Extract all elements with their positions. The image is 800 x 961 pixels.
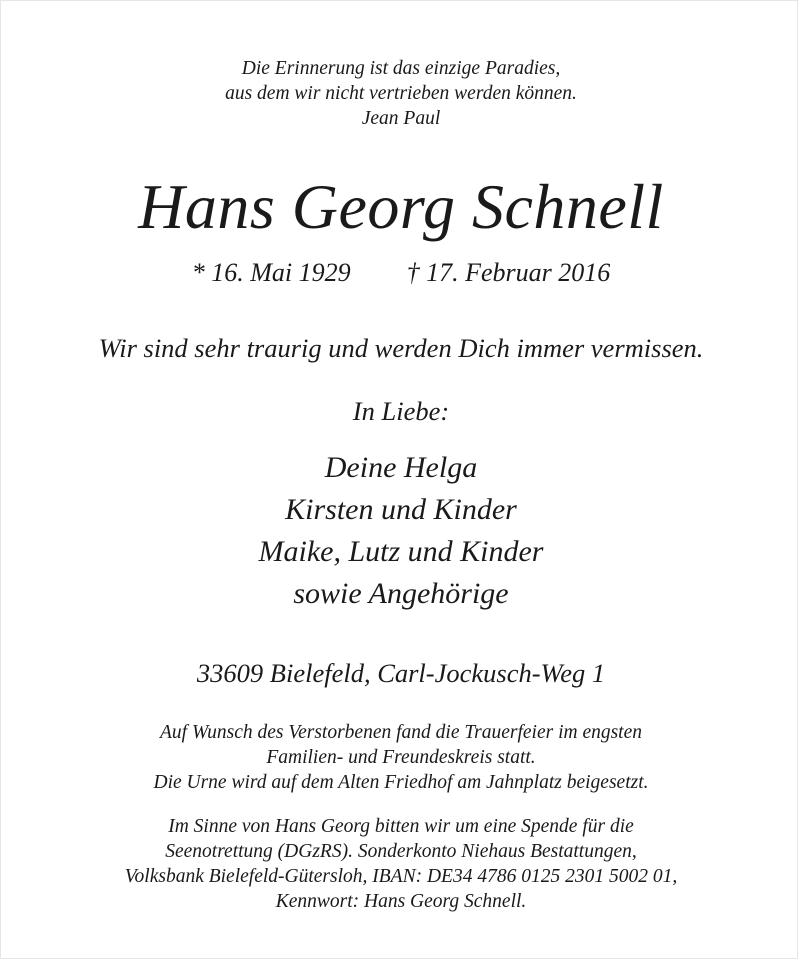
quote-line: aus dem wir nicht vertrieben werden können. bbox=[225, 83, 577, 104]
funeral-notice-line: Auf Wunsch des Verstorbenen fand die Trauerfeier im engsten bbox=[159, 722, 643, 743]
grief-message: Wir sind sehr traurig und werden Dich immer vermissen. bbox=[98, 333, 704, 363]
funeral-notice-line: Familien- und Freundeskreis statt. bbox=[266, 747, 536, 768]
signoff: In Liebe: bbox=[352, 396, 450, 426]
quote-author: Jean Paul bbox=[361, 108, 441, 129]
donation-notice-line: Kennwort: Hans Georg Schnell. bbox=[275, 891, 527, 912]
mourner-line: Maike, Lutz und Kinder bbox=[258, 535, 544, 568]
life-dates bbox=[1, 260, 800, 286]
address: 33609 Bielefeld, Carl-Jockusch-Weg 1 bbox=[196, 658, 606, 688]
donation-notice-line: Seenotrettung (DGzRS). Sonderkonto Niehaus Bestattungen, bbox=[165, 841, 637, 862]
quote-line: Die Erinnerung ist das einzige Paradies, bbox=[241, 58, 561, 79]
funeral-notice-line: Die Urne wird auf dem Alten Friedhof am Jahnplatz beigesetzt. bbox=[153, 772, 649, 793]
birth-date: * 16. Mai 1929 bbox=[191, 258, 351, 287]
donation-notice-line: Volksbank Bielefeld-Gütersloh, IBAN: DE34 4786 0125 2301 5002 01, bbox=[124, 866, 678, 887]
mourner-line: Kirsten und Kinder bbox=[285, 493, 517, 526]
deceased-name: Hans Georg Schnell bbox=[138, 171, 664, 242]
donation-notice-line: Im Sinne von Hans Georg bitten wir um eine Spende für die bbox=[168, 816, 634, 837]
mourner-line: sowie Angehörige bbox=[293, 577, 509, 610]
death-date: † 17. Februar 2016 bbox=[406, 258, 611, 287]
mourner-line: Deine Helga bbox=[324, 451, 478, 484]
